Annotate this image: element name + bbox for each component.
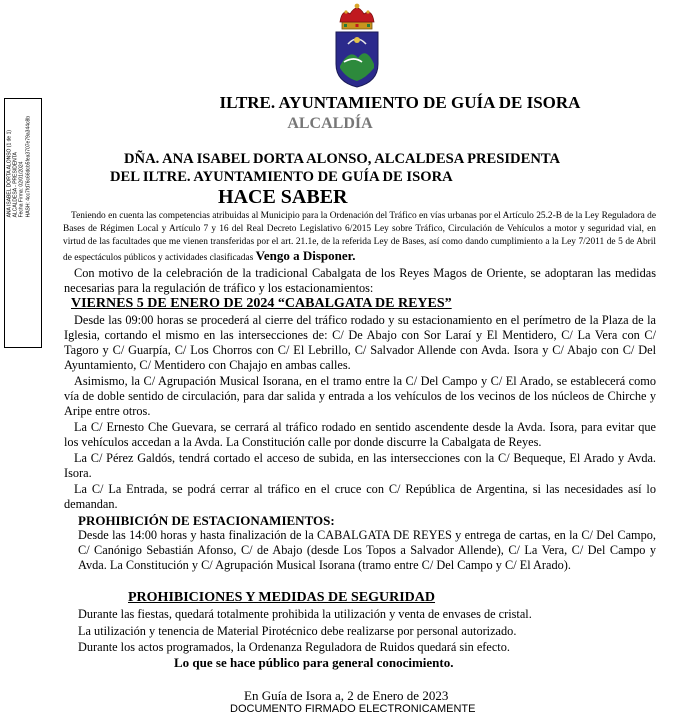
paragraph-plaza-iglesia: Desde las 09:00 horas se procederá al cierre del tráfico rodado y su estacionamiento en el perímetro de la Plaza de la Iglesia, cortando el mismo en las intersecciones de: C/ De Abajo con Sor Laraí y El Mentidero, C/ La Vera con C/ Tagoro y C/ Guarpía, C/ Los Chorros con C/ El Lebrillo, C/ Salvador Allende con Avda. Isora y C/ Abajo con C/ Del Ayuntamiento, C/ Mentidero con Chajajo en ambas calles. bbox=[64, 313, 656, 372]
paragraph-agrupacion-musical: Asimismo, la C/ Agrupación Musical Isorana, en el tramo entre la C/ Del Campo y C/ El Arado, se establecerá como vía de doble sentido de circulación, para dar salida y entrada a los vehículos de los vecinos de los núcleos de Chirche y Aripe entre otros. bbox=[64, 374, 656, 418]
stamp-line: ANA ISABEL DORTA ALONSO (1 de 1) bbox=[6, 129, 13, 218]
document-title: ILTRE. AYUNTAMIENTO DE GUÍA DE ISORA bbox=[219, 93, 581, 112]
coat-of-arms-logo bbox=[328, 2, 386, 88]
stamp-line: ALCALDESA - PRESIDENTA bbox=[12, 152, 19, 218]
seguridad-heading: PROHIBICIONES Y MEDIDAS DE SEGURIDAD bbox=[128, 590, 436, 605]
seguridad-line-1: Durante las fiestas, quedará totalmente prohibida la utilización y venta de envases de cristal. bbox=[78, 607, 532, 621]
document-subtitle: ALCALDÍA bbox=[287, 115, 373, 132]
prohibicion-estacionamientos-heading: PROHIBICIÓN DE ESTACIONAMIENTOS: bbox=[78, 513, 335, 528]
signature-stamp bbox=[7, 3, 32, 217]
paragraph-perez-galdos: La C/ Pérez Galdós, tendrá cortado el acceso de subida, en las intersecciones con la C/ Bequeque, El Arado y Avda. Isora. bbox=[64, 451, 656, 480]
event-heading: VIERNES 5 DE ENERO DE 2024 “CABALGATA DE REYES” bbox=[71, 296, 452, 311]
paragraph-che-guevara: La C/ Ernesto Che Guevara, se cerrará al tráfico rodado en sentido ascendente desde la Avda. Isora, para evitar que los vehículos accedan a la Avda. La Constitución calle por donde discurre la Cabalgata de Reyes. bbox=[64, 420, 656, 449]
electronic-signature-note: DOCUMENTO FIRMADO ELECTRONICAMENTE bbox=[230, 703, 476, 715]
shield-icon bbox=[336, 32, 378, 87]
prohibicion-estacionamientos-text: Desde las 14:00 horas y hasta finalización de la CABALGATA DE REYES y entrega de cartas, en la C/ Del Campo, C/ Canónigo Sebastián Afonso, C/ de Abajo (desde Los Topos a Salvador Allende), C/ La Vera, C/ Del Campo y Avda. La Constitución y C/ Agrupación Musical Isorana (tramo entre C/ Del Campo y C/ El Arado). bbox=[78, 528, 656, 572]
legal-basis-paragraph bbox=[63, 210, 656, 265]
legal-basis-text: Teniendo en cuenta las competencias atribuidas al Municipio para la Ordenación del Tráfico en vías urbanas por el Artículo 25.2-B de la Ley Reguladora de Bases de Régimen Local y Artículo 7 y 16 del Real Decreto Legislativo 6/2015 Ley sobre Tráfico, Circulación de Vehículos a motor y seguridad vial, en virtud de las facultades que me vienen transferidas por el art. 21.1e, de la referida Ley de Bases, así como dando cumplimiento a la Ley 7/2011 de 5 de Abril de espectáculos públicos y actividades clasificadas bbox=[63, 211, 656, 263]
vengo-a-disponer: Vengo a Disponer. bbox=[255, 248, 356, 263]
stamp-line: Fecha Firma: 02/01/2024 bbox=[19, 161, 25, 218]
motivo-paragraph: Con motivo de la celebración de la tradicional Cabalgata de los Reyes Magos de Oriente, se adoptaran las medidas necesarias para la regulación de tráfico y los estacionamientos: bbox=[64, 266, 656, 295]
seguridad-line-3: Durante los actos programados, la Ordenanza Reguladora de Ruidos quedará sin efecto. bbox=[78, 640, 510, 654]
intro-line-1: DÑA. ANA ISABEL DORTA ALONSO, ALCALDESA PRESIDENTA bbox=[124, 151, 561, 167]
signing-date: En Guía de Isora a, 2 de Enero de 2023 bbox=[244, 688, 449, 703]
seguridad-line-2: La utilización y tenencia de Material Pirotécnico debe realizarse por personal autorizado. bbox=[78, 624, 517, 638]
intro-line-2: DEL ILTRE. AYUNTAMIENTO DE GUÍA DE ISORA bbox=[110, 169, 453, 185]
paragraph-la-entrada: La C/ La Entrada, se podrá cerrar al tráfico en el cruce con C/ República de Argentina, si las necesidades así lo demandan. bbox=[64, 482, 656, 511]
stamp-line: HASH: 4cc7fd76c66dcb5fea3707e79a344c8b bbox=[25, 115, 32, 218]
hace-saber-heading: HACE SABER bbox=[218, 186, 348, 208]
closing-statement: Lo que se hace público para general conocimiento. bbox=[174, 655, 454, 670]
crown-icon bbox=[340, 4, 374, 29]
